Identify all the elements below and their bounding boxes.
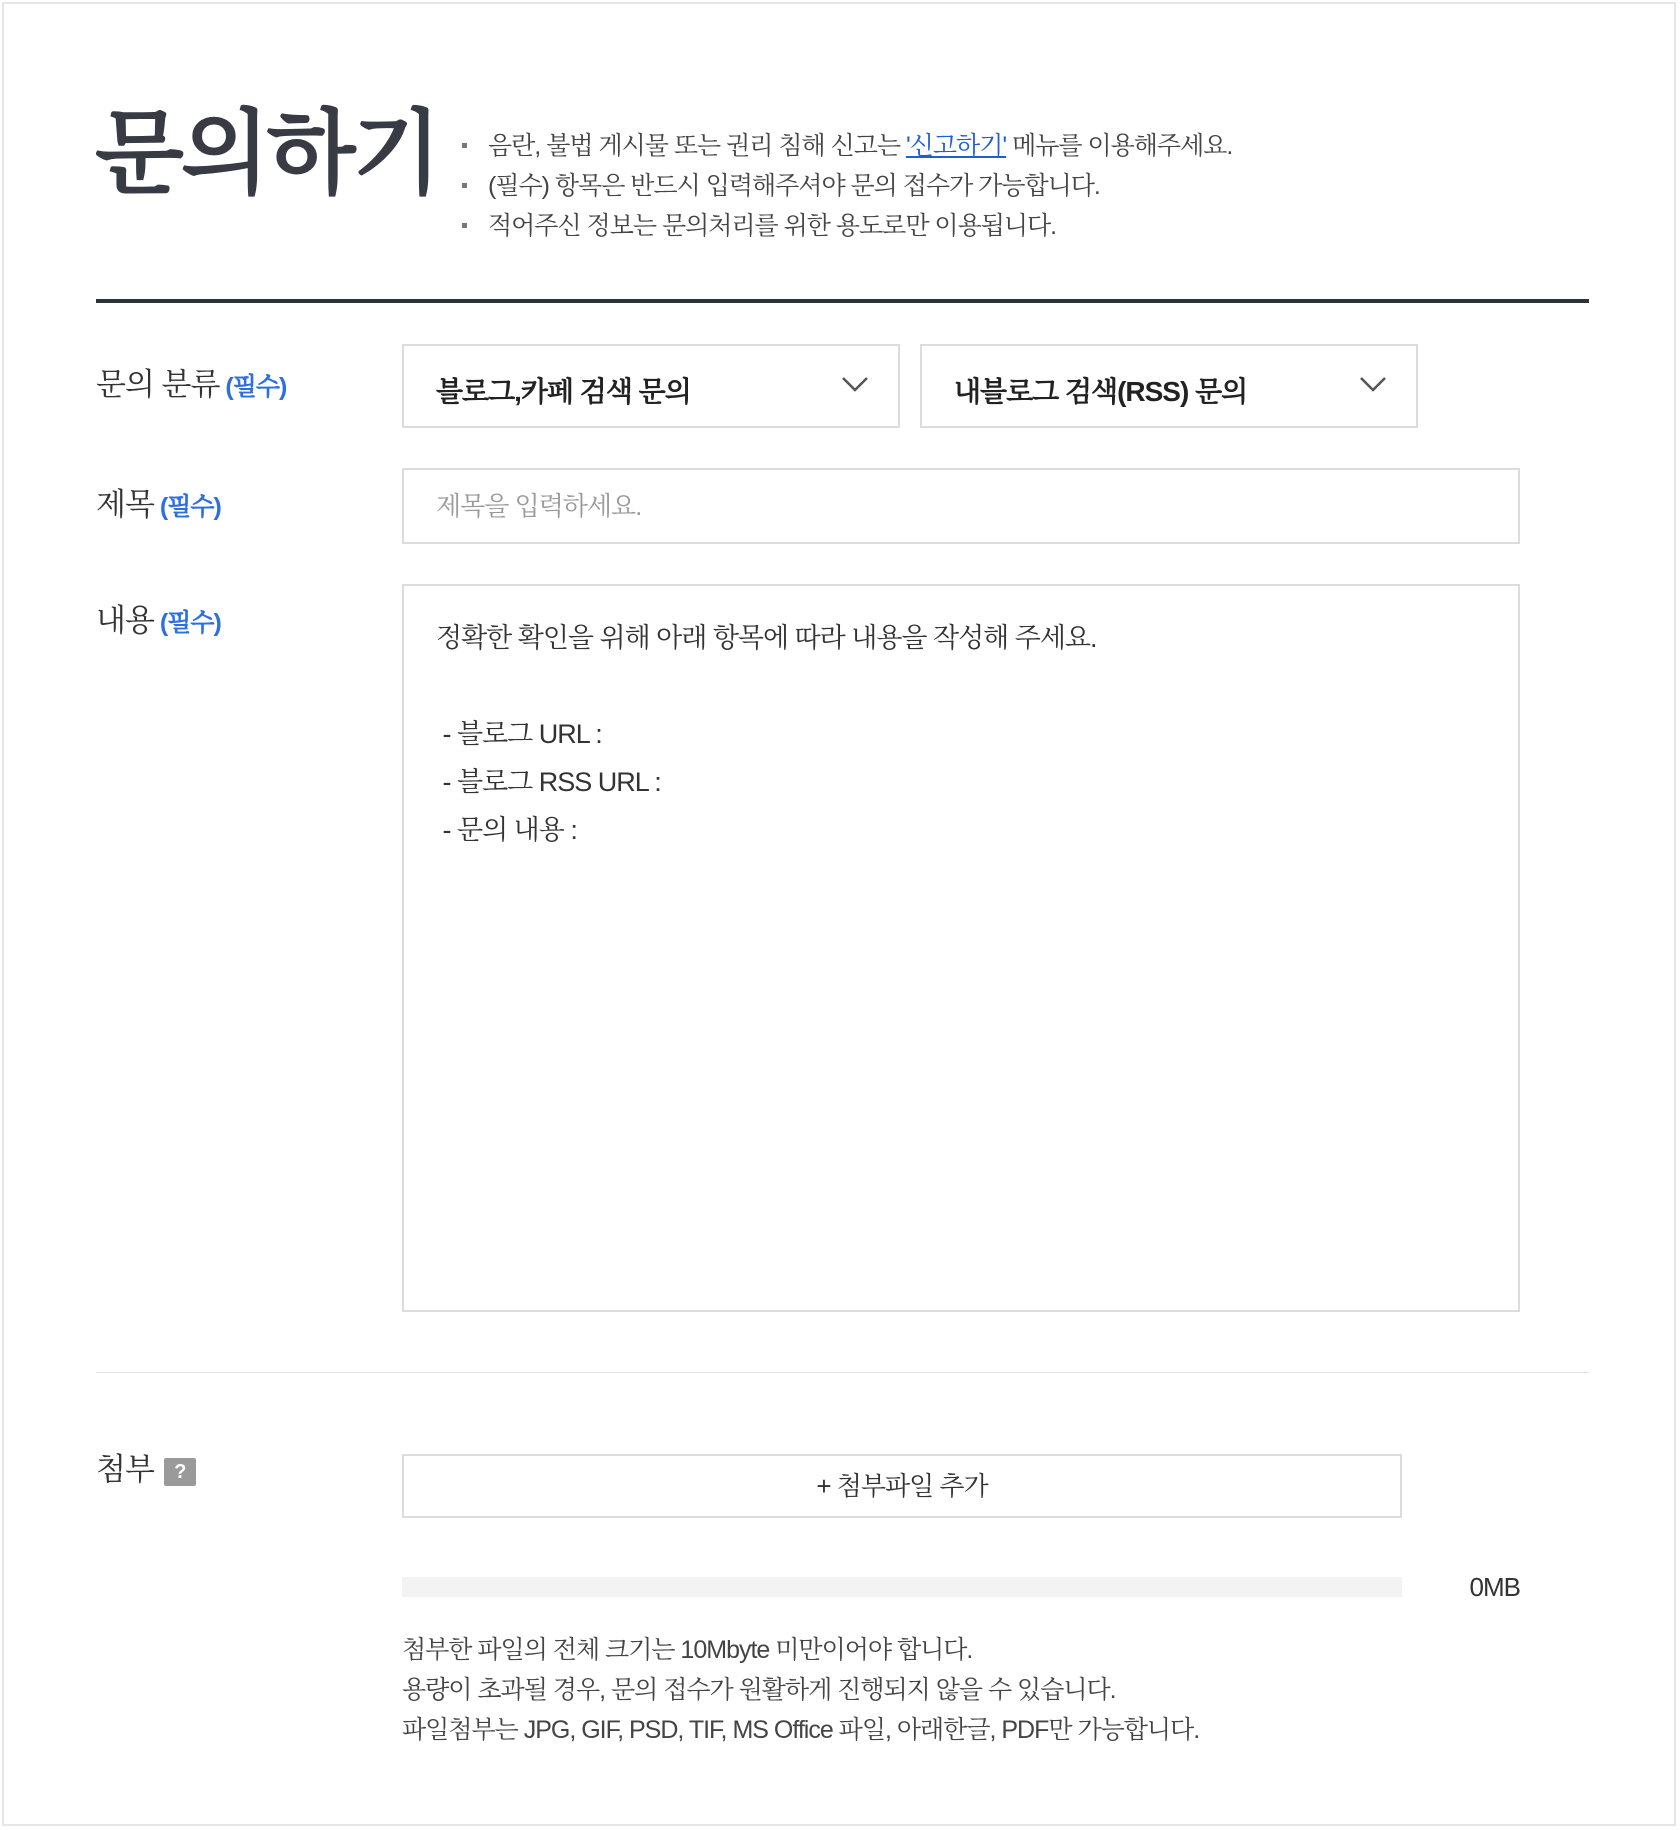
content-label-text: 내용: [96, 603, 154, 638]
content-inquiry-line: - 문의 내용 :: [436, 815, 577, 845]
page-title: 문의하기: [95, 103, 439, 205]
required-tag: (필수): [159, 609, 221, 637]
notice-text: 메뉴를 이용해주세요.: [1006, 132, 1233, 160]
attachment-note: 파일첨부는 JPG, GIF, PSD, TIF, MS Office 파일, 아래한글, PDF만 가능합니다.: [402, 1716, 1200, 1744]
required-tag: (필수): [225, 373, 287, 401]
content-guide-line: 정확한 확인을 위해 아래 항목에 따라 내용을 작성해 주세요.: [436, 623, 1097, 653]
report-link[interactable]: '신고하기': [905, 132, 1007, 160]
category-label: [96, 369, 286, 400]
required-tag: (필수): [159, 493, 221, 521]
add-attachment-button[interactable]: + 첨부파일 추가: [402, 1454, 1402, 1518]
category-primary-select[interactable]: [402, 344, 900, 428]
chevron-down-icon: [1358, 374, 1388, 394]
content-blog-url-line: - 블로그 URL :: [436, 719, 602, 749]
title-label: [96, 489, 221, 520]
attachment-size-readout: 0MB: [1469, 1572, 1520, 1602]
attachment-label-text: 첨부: [96, 1452, 154, 1487]
attachment-label: [96, 1454, 196, 1486]
notice-text: 음란, 불법 게시물 또는 권리 침해 신고는: [488, 132, 906, 160]
notice-item-report: [462, 126, 1232, 166]
category-secondary-select[interactable]: [920, 344, 1418, 428]
category-secondary-value: 내블로그 검색(RSS) 문의: [954, 376, 1248, 407]
attachment-size-bar: [402, 1577, 1402, 1597]
content-label: [96, 605, 221, 636]
attachment-note: 용량이 초과될 경우, 문의 접수가 원활하게 진행되지 않을 수 있습니다.: [402, 1676, 1116, 1704]
content-blank-line: [436, 662, 1486, 710]
content-rss-url-line: - 블로그 RSS URL :: [436, 767, 661, 797]
content-textarea[interactable]: [402, 584, 1520, 1312]
attachment-note: 첨부한 파일의 전체 크기는 10Mbyte 미만이어야 합니다.: [402, 1636, 973, 1664]
notice-item-required: (필수) 항목은 반드시 입력해주셔야 문의 접수가 가능합니다.: [462, 166, 1232, 206]
chevron-down-icon: [840, 374, 870, 394]
question-mark-icon[interactable]: ?: [164, 1458, 196, 1486]
header-divider: [96, 299, 1589, 303]
title-input[interactable]: [402, 468, 1520, 544]
category-label-text: 문의 분류: [96, 367, 220, 402]
notice-list: [462, 126, 1232, 246]
category-primary-value: 블로그,카페 검색 문의: [436, 376, 691, 407]
notice-item-privacy: 적어주신 정보는 문의처리를 위한 용도로만 이용됩니다.: [462, 206, 1232, 246]
attachment-notes: [402, 1630, 1199, 1750]
section-divider: [96, 1372, 1589, 1373]
title-label-text: 제목: [96, 487, 154, 522]
